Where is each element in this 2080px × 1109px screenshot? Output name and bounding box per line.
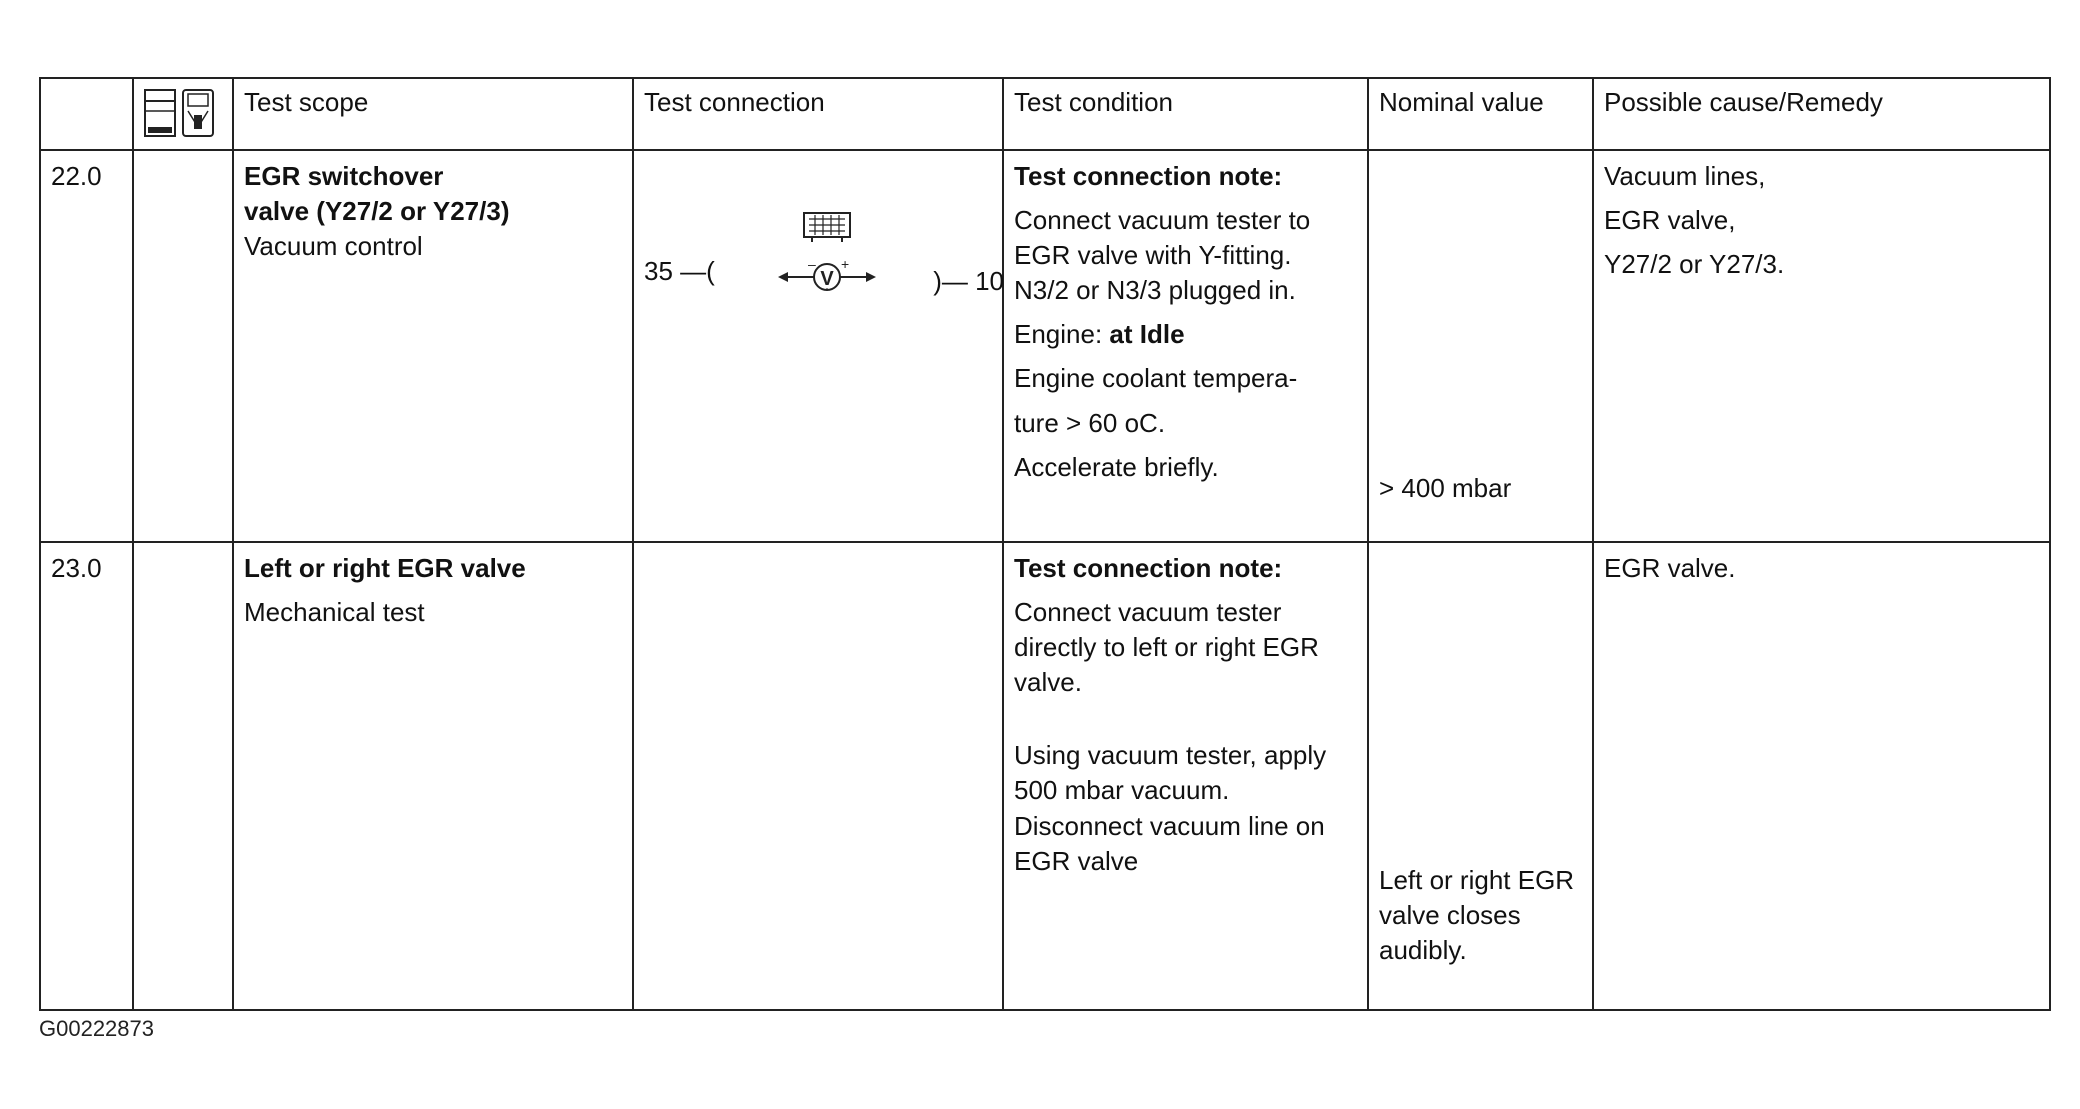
test-scope-cell (233, 542, 633, 1010)
header-condition: Test condition (1003, 78, 1368, 150)
table-row (40, 542, 2050, 1010)
control-unit-icon (144, 89, 176, 137)
condition-text: Accelerate briefly. (1014, 451, 1219, 482)
condition-text: Using vacuum tester, apply 500 mbar vacuum. (1014, 740, 1327, 806)
step-number: 23.0 (40, 542, 133, 1010)
condition-text: Engine coolant tempera- (1014, 363, 1298, 394)
header-cause: Possible cause/Remedy (1593, 78, 2050, 150)
condition-note: Test connection note: (1014, 553, 1283, 583)
condition-text: Connect vacuum tester directly to left or right EGR valve. (1014, 597, 1319, 698)
nominal-value-cell (1368, 542, 1593, 1010)
test-scope-cell (233, 150, 633, 542)
cause-text: Vacuum lines, (1604, 161, 1766, 191)
test-table (39, 77, 2051, 1011)
nominal-value-cell (1368, 150, 1593, 542)
test-connection-cell (633, 542, 1003, 1010)
scope-subtitle: Vacuum control (244, 231, 423, 262)
test-condition-cell (1003, 542, 1368, 1010)
condition-text: N3/2 or N3/3 plugged in. (1014, 275, 1296, 306)
cause-text: EGR valve, (1604, 205, 1736, 236)
table-row (40, 150, 2050, 542)
header-icons-cell (133, 78, 233, 150)
cause-text: Y27/2 or Y27/3. (1604, 249, 1785, 280)
figure-caption: G00222873 (39, 1016, 154, 1041)
header-step-cell (40, 78, 133, 150)
condition-text: Disconnect vacuum line on EGR valve (1014, 810, 1325, 876)
condition-engine: Engine: at Idle (1014, 319, 1185, 350)
test-condition-cell (1003, 150, 1368, 542)
condition-text: Connect vacuum tester to EGR valve with Y-fitting. (1014, 205, 1311, 271)
handheld-tester-icon (182, 89, 214, 137)
test-connection-cell (633, 150, 1003, 542)
scope-title: Left or right EGR valve (244, 553, 526, 583)
icon-cell (133, 150, 233, 542)
condition-note: Test connection note: (1014, 161, 1283, 191)
cause-cell (1593, 150, 2050, 542)
scope-title: valve (Y27/2 or Y27/3) (244, 196, 510, 227)
svg-text:V: V (820, 268, 834, 290)
condition-text: ture > 60 oC. (1014, 407, 1166, 438)
scope-subtitle: Mechanical test (244, 597, 425, 628)
pin-left: 35 —( (644, 256, 715, 286)
nominal-value: > 400 mbar (1379, 473, 1512, 503)
step-number: 22.0 (40, 150, 133, 542)
voltmeter-icon (774, 209, 884, 299)
header-nominal: Nominal value (1368, 78, 1593, 150)
nominal-value: Left or right EGR valve closes audibly. (1379, 865, 1575, 966)
scope-title: EGR switchover (244, 161, 444, 191)
svg-text:–: – (808, 256, 816, 272)
icon-cell (133, 542, 233, 1010)
pin-right: )— 10 (933, 266, 1004, 296)
header-connection: Test connection (633, 78, 1003, 150)
header-scope: Test scope (233, 78, 633, 150)
cause-text: EGR valve. (1604, 553, 1736, 583)
svg-text:+: + (841, 256, 850, 272)
cause-cell (1593, 542, 2050, 1010)
header-row (40, 78, 2050, 150)
